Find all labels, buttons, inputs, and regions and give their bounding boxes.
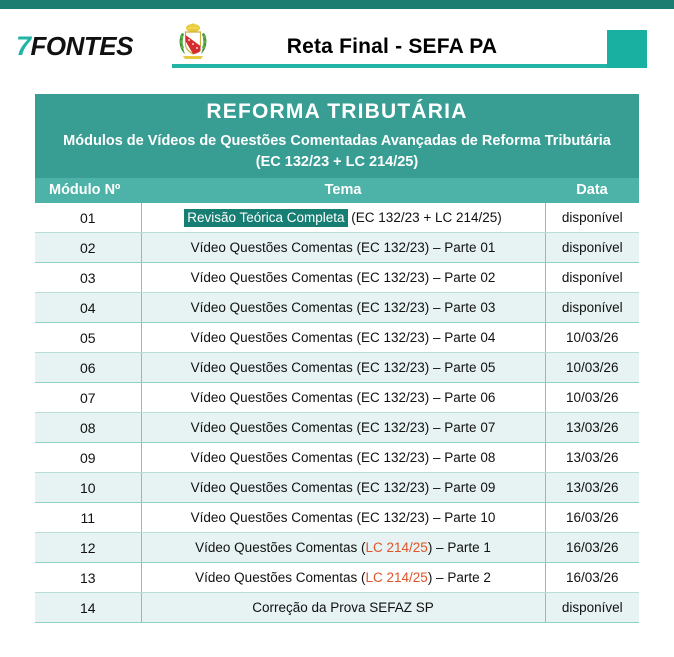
cell-tema: Vídeo Questões Comentas (EC 132/23) – Parte 07 <box>141 413 545 443</box>
cell-modulo: 07 <box>35 383 141 413</box>
table-row <box>35 293 639 323</box>
cell-modulo: 12 <box>35 533 141 563</box>
table-row <box>35 563 639 593</box>
cell-data: 13/03/26 <box>545 443 639 473</box>
cell-modulo: 03 <box>35 263 141 293</box>
cell-data: 13/03/26 <box>545 413 639 443</box>
cell-tema: Correção da Prova SEFAZ SP <box>141 593 545 623</box>
cell-data: 10/03/26 <box>545 323 639 353</box>
cell-data: disponível <box>545 263 639 293</box>
cell-tema: Vídeo Questões Comentas (EC 132/23) – Parte 08 <box>141 443 545 473</box>
page-top-accent-strip <box>0 0 674 9</box>
table-row <box>35 203 639 233</box>
cell-modulo: 02 <box>35 233 141 263</box>
cell-modulo: 10 <box>35 473 141 503</box>
column-header-data: Data <box>545 178 639 203</box>
cell-tema: Vídeo Questões Comentas (EC 132/23) – Parte 05 <box>141 353 545 383</box>
tema-post-text: ) – Parte 1 <box>427 540 491 556</box>
tema-highlight-badge: Revisão Teórica Completa <box>184 209 347 227</box>
table-row <box>35 443 639 473</box>
cell-tema: Vídeo Questões Comentas (EC 132/23) – Parte 01 <box>141 233 545 263</box>
cell-tema <box>141 533 545 563</box>
cell-data: 10/03/26 <box>545 353 639 383</box>
table-row <box>35 533 639 563</box>
logo-wordmark: FONTES <box>30 31 133 61</box>
page-header <box>0 9 674 84</box>
column-header-tema: Tema <box>141 178 545 203</box>
cell-data: disponível <box>545 293 639 323</box>
cell-tema: Vídeo Questões Comentas (EC 132/23) – Parte 06 <box>141 383 545 413</box>
cell-tema: Vídeo Questões Comentas (EC 132/23) – Parte 03 <box>141 293 545 323</box>
fontes-logo <box>16 31 133 62</box>
modules-table <box>35 178 639 623</box>
cell-data: 16/03/26 <box>545 533 639 563</box>
cell-data: disponível <box>545 233 639 263</box>
cell-data: disponível <box>545 593 639 623</box>
title-underline-rule <box>172 64 610 68</box>
column-header-modulo: Módulo Nº <box>35 178 141 203</box>
table-row <box>35 473 639 503</box>
cell-modulo: 01 <box>35 203 141 233</box>
table-header-row <box>35 178 639 203</box>
cell-tema <box>141 563 545 593</box>
cell-modulo: 05 <box>35 323 141 353</box>
table-row <box>35 263 639 293</box>
cell-modulo: 04 <box>35 293 141 323</box>
cell-data: 16/03/26 <box>545 503 639 533</box>
table-row <box>35 353 639 383</box>
table-band-subtitle: Módulos de Vídeos de Questões Comentadas Avançadas de Reforma Tributária (EC 132/23 + LC 214/25) <box>35 129 639 178</box>
tema-post-text: ) – Parte 2 <box>427 570 491 586</box>
table-row <box>35 233 639 263</box>
cell-tema: Vídeo Questões Comentas (EC 132/23) – Parte 10 <box>141 503 545 533</box>
page-title-container <box>172 27 612 67</box>
table-head <box>35 178 639 203</box>
cell-modulo: 08 <box>35 413 141 443</box>
table-row <box>35 323 639 353</box>
logo-seven-mark: 7 <box>16 31 31 61</box>
cell-modulo: 09 <box>35 443 141 473</box>
cell-data: 10/03/26 <box>545 383 639 413</box>
cell-modulo: 13 <box>35 563 141 593</box>
table-row <box>35 503 639 533</box>
table-band-title: REFORMA TRIBUTÁRIA <box>35 94 639 129</box>
cell-tema: Vídeo Questões Comentas (EC 132/23) – Parte 02 <box>141 263 545 293</box>
table-row <box>35 593 639 623</box>
cell-modulo: 14 <box>35 593 141 623</box>
cell-modulo: 11 <box>35 503 141 533</box>
cell-tema: Vídeo Questões Comentas (EC 132/23) – Parte 09 <box>141 473 545 503</box>
header-accent-square <box>607 30 647 68</box>
cell-tema <box>141 203 545 233</box>
cell-tema: Vídeo Questões Comentas (EC 132/23) – Parte 04 <box>141 323 545 353</box>
tema-lc-reference: LC 214/25 <box>365 570 428 586</box>
cell-data: 16/03/26 <box>545 563 639 593</box>
cell-data: 13/03/26 <box>545 473 639 503</box>
schedule-table-container <box>35 94 639 623</box>
tema-lc-reference: LC 214/25 <box>365 540 428 556</box>
cell-data: disponível <box>545 203 639 233</box>
tema-pre-text: Vídeo Questões Comentas ( <box>195 540 366 556</box>
table-body <box>35 203 639 623</box>
cell-modulo: 06 <box>35 353 141 383</box>
tema-rest-text: (EC 132/23 + LC 214/25) <box>347 210 502 226</box>
table-row <box>35 383 639 413</box>
tema-pre-text: Vídeo Questões Comentas ( <box>195 570 366 586</box>
table-row <box>35 413 639 443</box>
page-title: Reta Final - SEFA PA <box>286 35 498 58</box>
